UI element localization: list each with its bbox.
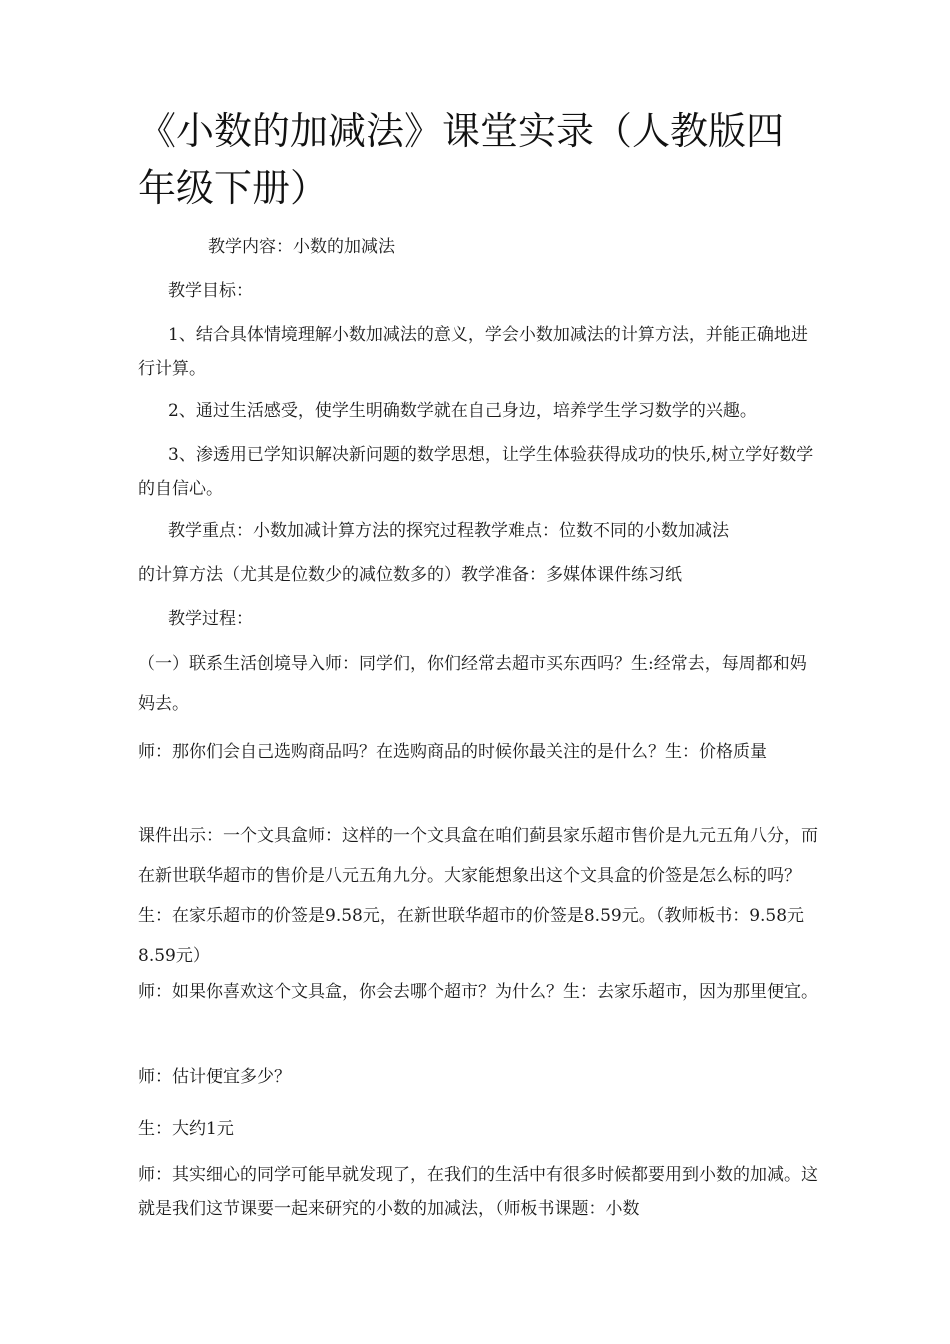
paragraph-pencil-case: 课件出示：一个文具盒师：这样的一个文具盒在咱们蓟县家乐超市售价是九元五角八分，而在新世联华超市的售价是八元五角九分。大家能想象出这个文具盒的价签是怎么标的吗？生：在家乐超市的价签是9.58元，在新世联华超市的价签是8.59元。（教师板书：9.58元8.59元） xyxy=(138,826,818,966)
paragraph-goal-2: 2、通过生活感受，使学生明确数学就在自己身边，培养学生学习数学的兴趣。 xyxy=(168,401,757,421)
paragraph-which-supermarket: 师：如果你喜欢这个文具盒，你会去哪个超市？为什么？生：去家乐超市，因为那里便宜。 xyxy=(138,982,818,1002)
paragraph-selection-dialogue: 师：那你们会自己选购商品吗？在选购商品的时候你最关注的是什么？生：价格质量 xyxy=(138,742,767,762)
title-line-1: 《小数的加减法》课堂实录（人教版四 xyxy=(138,109,785,153)
paragraph-intro-dialogue: （一）联系生活创境导入师：同学们，你们经常去超市买东西吗？生:经常去，每周都和妈妈去。 xyxy=(138,654,807,714)
title-line-2: 年级下册） xyxy=(138,166,329,210)
paragraph-difficult-points: 的计算方法（尤其是位数少的减位数多的）教学准备：多媒体课件练习纸 xyxy=(138,565,682,585)
paragraph-goal-1: 1、结合具体情境理解小数加减法的意义，学会小数加减法的计算方法，并能正确地进行计算。 xyxy=(138,325,808,379)
paragraph-lesson-topic: 师：其实细心的同学可能早就发现了，在我们的生活中有很多时候都要用到小数的加减。这就是我们这节课要一起来研究的小数的加减法，（师板书课题：小数 xyxy=(138,1165,818,1219)
paragraph-teaching-goals-heading: 教学目标： xyxy=(168,281,253,301)
paragraph-goal-3: 3、渗透用已学知识解决新问题的数学思想，让学生体验获得成功的快乐,树立学好数学的自信心。 xyxy=(138,445,814,499)
paragraph-estimate-answer: 生：大约1元 xyxy=(138,1119,234,1139)
paragraph-teaching-content: 教学内容：小数的加减法 xyxy=(208,237,395,257)
paragraph-estimate-question: 师：估计便宜多少？ xyxy=(138,1067,291,1087)
document-title xyxy=(138,103,818,217)
paragraph-key-points: 教学重点：小数加减计算方法的探究过程教学难点：位数不同的小数加减法 xyxy=(168,521,729,541)
paragraph-process-heading: 教学过程： xyxy=(168,609,253,629)
